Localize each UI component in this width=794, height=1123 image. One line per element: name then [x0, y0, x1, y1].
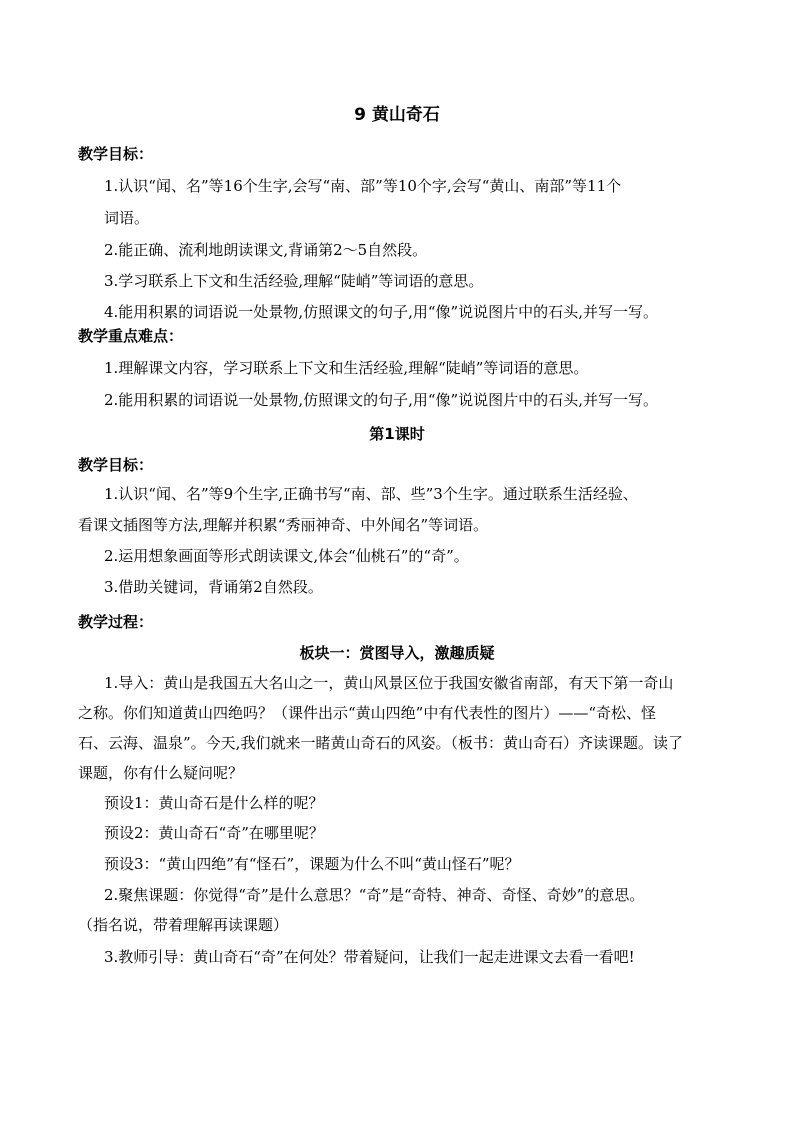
block1-paragraph-line: 1.导入：黄山是我国五大名山之一，黄山风景区位于我国安徽省南部，有天下第一奇山	[104, 674, 674, 692]
goal-item: 3.学习联系上下文和生活经验,理解“陡峭”等词语的意思。	[104, 272, 484, 290]
block1-paragraph-line: 课题，你有什么疑问呢？	[78, 764, 244, 782]
lesson-goal-item: 看课文插图等方法,理解并积累“秀丽神奇、中外闻名”等词语。	[78, 516, 489, 534]
block1-paragraph-line: 2.聚焦课题：你觉得“奇”是什么意思？“奇”是“奇特、神奇、奇怪、奇妙”的意思。	[104, 886, 645, 904]
key-point-item: 2.能用积累的词语说一处景物,仿照课文的句子,用“像”说说图片中的石头,并写一写。	[104, 391, 658, 409]
goal-item: 2.能正确、流利地朗读课文,背诵第2～5自然段。	[104, 241, 428, 259]
goal-item: 1.认识“闻、名”等16个生字,会写“南、部”等10个字,会写“黄山、南部”等11个	[104, 177, 622, 195]
preset-line: 预设2：黄山奇石“奇”在哪里呢？	[104, 824, 324, 842]
block1-paragraph-line: 之称。你们知道黄山四绝吗？（课件出示“黄山四绝”中有代表性的图片）——“奇松、怪	[78, 704, 657, 722]
preset-line: 预设1：黄山奇石是什么样的呢？	[104, 794, 324, 812]
lesson-goals-heading: 教学目标：	[78, 456, 154, 474]
block1-paragraph-line: 石、云海、温泉”。今天,我们就来一睹黄山奇石的风姿。（板书：黄山奇石）齐读课题。读了	[78, 734, 683, 752]
key-points-heading: 教学重点难点：	[78, 327, 184, 345]
lesson-goal-item: 1.认识“闻、名”等9个生字,正确书写“南、部、些”3个生字。通过联系生活经验、	[104, 485, 638, 503]
key-point-item: 1.理解课文内容，学习联系上下文和生活经验,理解“陡峭”等词语的意思。	[104, 359, 589, 377]
lesson-goal-item: 2.运用想象画面等形式朗读课文,体会“仙桃石”的“奇”。	[104, 547, 469, 565]
block1-title: 板块一：赏图导入，激趣质疑	[299, 644, 495, 662]
document-title: 9 黄山奇石	[354, 105, 440, 125]
lesson-title: 第1课时	[369, 425, 425, 443]
goal-item: 4.能用积累的词语说一处景物,仿照课文的句子,用“像”说说图片中的石头,并写一写。	[104, 303, 658, 321]
goal-item: 词语。	[104, 209, 150, 227]
goals-heading: 教学目标：	[78, 145, 154, 163]
block1-paragraph-line: （指名说，带着理解再读课题）	[78, 916, 289, 934]
process-heading: 教学过程：	[78, 613, 154, 631]
preset-line: 预设3：“黄山四绝”有“怪石”，课题为什么不叫“黄山怪石”呢？	[104, 855, 520, 873]
lesson-goal-item: 3.借助关键词，背诵第2自然段。	[104, 578, 323, 596]
block1-paragraph-line: 3.教师引导：黄山奇石“奇”在何处？带着疑问，让我们一起走进课文去看一看吧!	[104, 948, 635, 966]
